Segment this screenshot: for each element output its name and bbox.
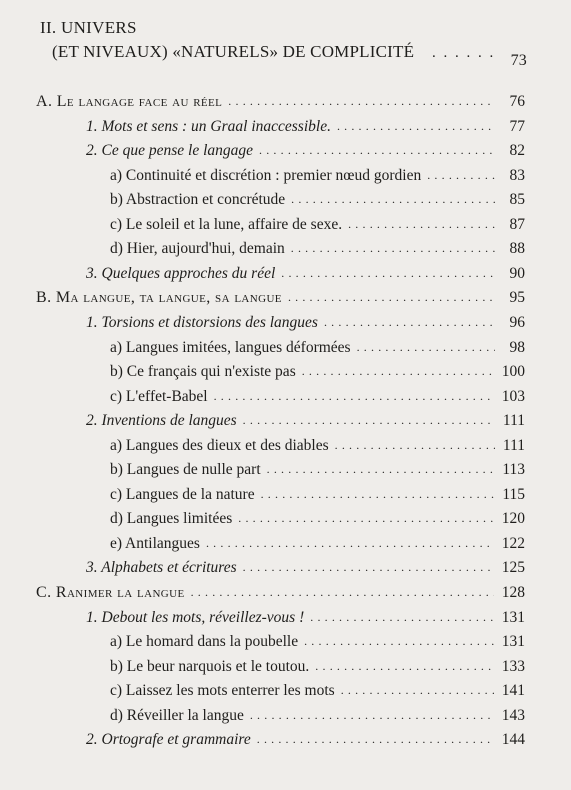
toc-entry-page: 131 xyxy=(501,608,525,626)
toc-entry-label: A. Le langage face au réel xyxy=(36,93,223,110)
toc-entry xyxy=(36,584,525,608)
toc-entry-page: 85 xyxy=(509,191,525,209)
toc-entry-page: 95 xyxy=(509,289,525,307)
toc-entry xyxy=(110,486,525,510)
toc-entry-page: 122 xyxy=(501,534,525,552)
dot-leader xyxy=(267,460,495,478)
dot-leader xyxy=(206,534,494,552)
chapter-heading-page: 73 xyxy=(510,52,527,69)
toc-entry-page: 88 xyxy=(509,240,525,258)
dot-leader xyxy=(348,215,495,233)
toc-entry-label: c) L'effet-Babel xyxy=(110,387,208,405)
toc-entry xyxy=(110,216,525,240)
toc-entry-page: 115 xyxy=(502,485,525,503)
toc-entry-page: 128 xyxy=(501,584,525,601)
toc-entry xyxy=(86,559,525,583)
chapter-heading-leader: . . . . . . xyxy=(432,45,496,61)
dot-leader xyxy=(243,411,495,429)
toc-entry-label: b) Le beur narquois et le toutou. xyxy=(110,657,310,675)
toc-entry-page: 90 xyxy=(509,264,525,282)
toc-entry-label: e) Antilangues xyxy=(110,534,200,552)
toc-entry-label: C. Ranimer la langue xyxy=(36,584,185,601)
toc-entry-label: B. Ma langue, ta langue, sa langue xyxy=(36,289,282,307)
dot-leader xyxy=(302,362,494,380)
toc-entry-page: 76 xyxy=(509,93,525,110)
toc-entry xyxy=(110,633,525,657)
dot-leader xyxy=(315,657,493,675)
toc-entry xyxy=(110,240,525,264)
toc-entry-page: 120 xyxy=(501,510,525,528)
dot-leader xyxy=(228,92,495,110)
chapter-heading-line1: II. UNIVERS xyxy=(40,18,137,37)
toc-entry-page: 77 xyxy=(509,117,525,135)
toc-entry-label: c) Laissez les mots enterrer les mots xyxy=(110,682,335,700)
dot-leader xyxy=(259,141,495,159)
toc-entry-page: 103 xyxy=(501,387,525,405)
toc-entry xyxy=(36,93,525,117)
toc-entry-page: 133 xyxy=(501,657,525,675)
toc-entry xyxy=(110,461,525,485)
toc-entry xyxy=(110,535,525,559)
toc-entry xyxy=(110,510,525,534)
dot-leader xyxy=(304,632,494,650)
toc-entry-page: 100 xyxy=(501,363,525,381)
dot-leader xyxy=(324,313,495,331)
toc-entry-label: c) Langues de la nature xyxy=(110,485,255,503)
toc-entry-page: 141 xyxy=(501,682,525,700)
toc-entry-page: 82 xyxy=(509,142,525,160)
toc-entry-page: 98 xyxy=(509,338,525,356)
dot-leader xyxy=(291,239,495,257)
dot-leader xyxy=(291,190,495,208)
dot-leader xyxy=(335,436,495,454)
toc-entry xyxy=(86,314,525,338)
toc-entry-page: 111 xyxy=(502,412,525,430)
toc-entry xyxy=(110,658,525,682)
toc-entry-label: 3. Alphabets et écritures xyxy=(86,559,237,577)
dot-leader xyxy=(191,583,494,601)
toc-entry xyxy=(86,118,525,142)
toc-entry-label: a) Le homard dans la poubelle xyxy=(110,633,299,651)
toc-entry-label: b) Ce français qui n'existe pas xyxy=(110,363,296,381)
toc-entry-label: a) Continuité et discrétion : premier nœud gordien xyxy=(110,166,422,184)
toc-entry xyxy=(110,388,525,412)
dot-leader xyxy=(261,485,495,503)
toc-entry xyxy=(86,731,525,755)
toc-entry-label: c) Le soleil et la lune, affaire de sexe. xyxy=(110,215,343,233)
toc-entry xyxy=(86,609,525,633)
toc-entry xyxy=(110,339,525,363)
toc-entry xyxy=(110,707,525,731)
toc-entry-page: 113 xyxy=(502,461,525,479)
toc-entry-label: a) Langues imitées, langues déformées xyxy=(110,338,351,356)
dot-leader xyxy=(214,387,494,405)
toc-entry-label: 2. Ce que pense le langage xyxy=(86,142,254,160)
dot-leader xyxy=(337,117,495,135)
toc-entry xyxy=(110,682,525,706)
toc-entry-page: 131 xyxy=(501,633,525,651)
toc-entry xyxy=(110,167,525,191)
toc-entry-label: 3. Quelques approches du réel xyxy=(86,264,276,282)
toc-entry-label: 1. Mots et sens : un Graal inaccessible. xyxy=(86,117,331,135)
dot-leader xyxy=(427,166,495,184)
dot-leader xyxy=(288,288,495,306)
toc-entry-page: 143 xyxy=(501,706,525,724)
chapter-heading-line2 xyxy=(52,42,527,69)
toc-entry-label: b) Abstraction et concrétude xyxy=(110,191,286,209)
dot-leader xyxy=(250,706,494,724)
toc-entry-label: d) Hier, aujourd'hui, demain xyxy=(110,240,285,258)
dot-leader xyxy=(341,681,494,699)
dot-leader xyxy=(357,338,495,356)
toc-entry-label: a) Langues des dieux et des diables xyxy=(110,436,329,454)
toc-entry-page: 144 xyxy=(501,731,525,749)
toc-entry xyxy=(110,437,525,461)
dot-leader xyxy=(310,608,494,626)
toc-entry-label: 1. Torsions et distorsions des langues xyxy=(86,313,318,331)
toc-entry xyxy=(86,265,525,289)
toc-entry-page: 83 xyxy=(509,166,525,184)
dot-leader xyxy=(281,264,495,282)
toc-entry xyxy=(36,289,525,313)
toc-entry xyxy=(110,363,525,387)
chapter-heading-label: (ET NIVEAUX) «NATURELS» DE COMPLICITÉ xyxy=(52,42,415,61)
dot-leader xyxy=(238,509,494,527)
toc-entry xyxy=(86,412,525,436)
toc-entry-label: 1. Debout les mots, réveillez-vous ! xyxy=(86,608,305,626)
toc-entry-label: d) Réveiller la langue xyxy=(110,706,244,724)
toc-entry-label: 2. Ortografe et grammaire xyxy=(86,731,251,749)
toc-entry-page: 96 xyxy=(509,313,525,331)
toc-entry-label: d) Langues limitées xyxy=(110,510,233,528)
toc-entry-page: 125 xyxy=(501,559,525,577)
toc-entry-label: 2. Inventions de langues xyxy=(86,412,237,430)
toc-entry xyxy=(110,191,525,215)
toc-entry xyxy=(86,142,525,166)
dot-leader xyxy=(257,730,494,748)
toc-entry-label: b) Langues de nulle part xyxy=(110,461,261,479)
dot-leader xyxy=(243,558,494,576)
toc-entry-page: 87 xyxy=(509,215,525,233)
toc-entry-page: 111 xyxy=(502,436,525,454)
